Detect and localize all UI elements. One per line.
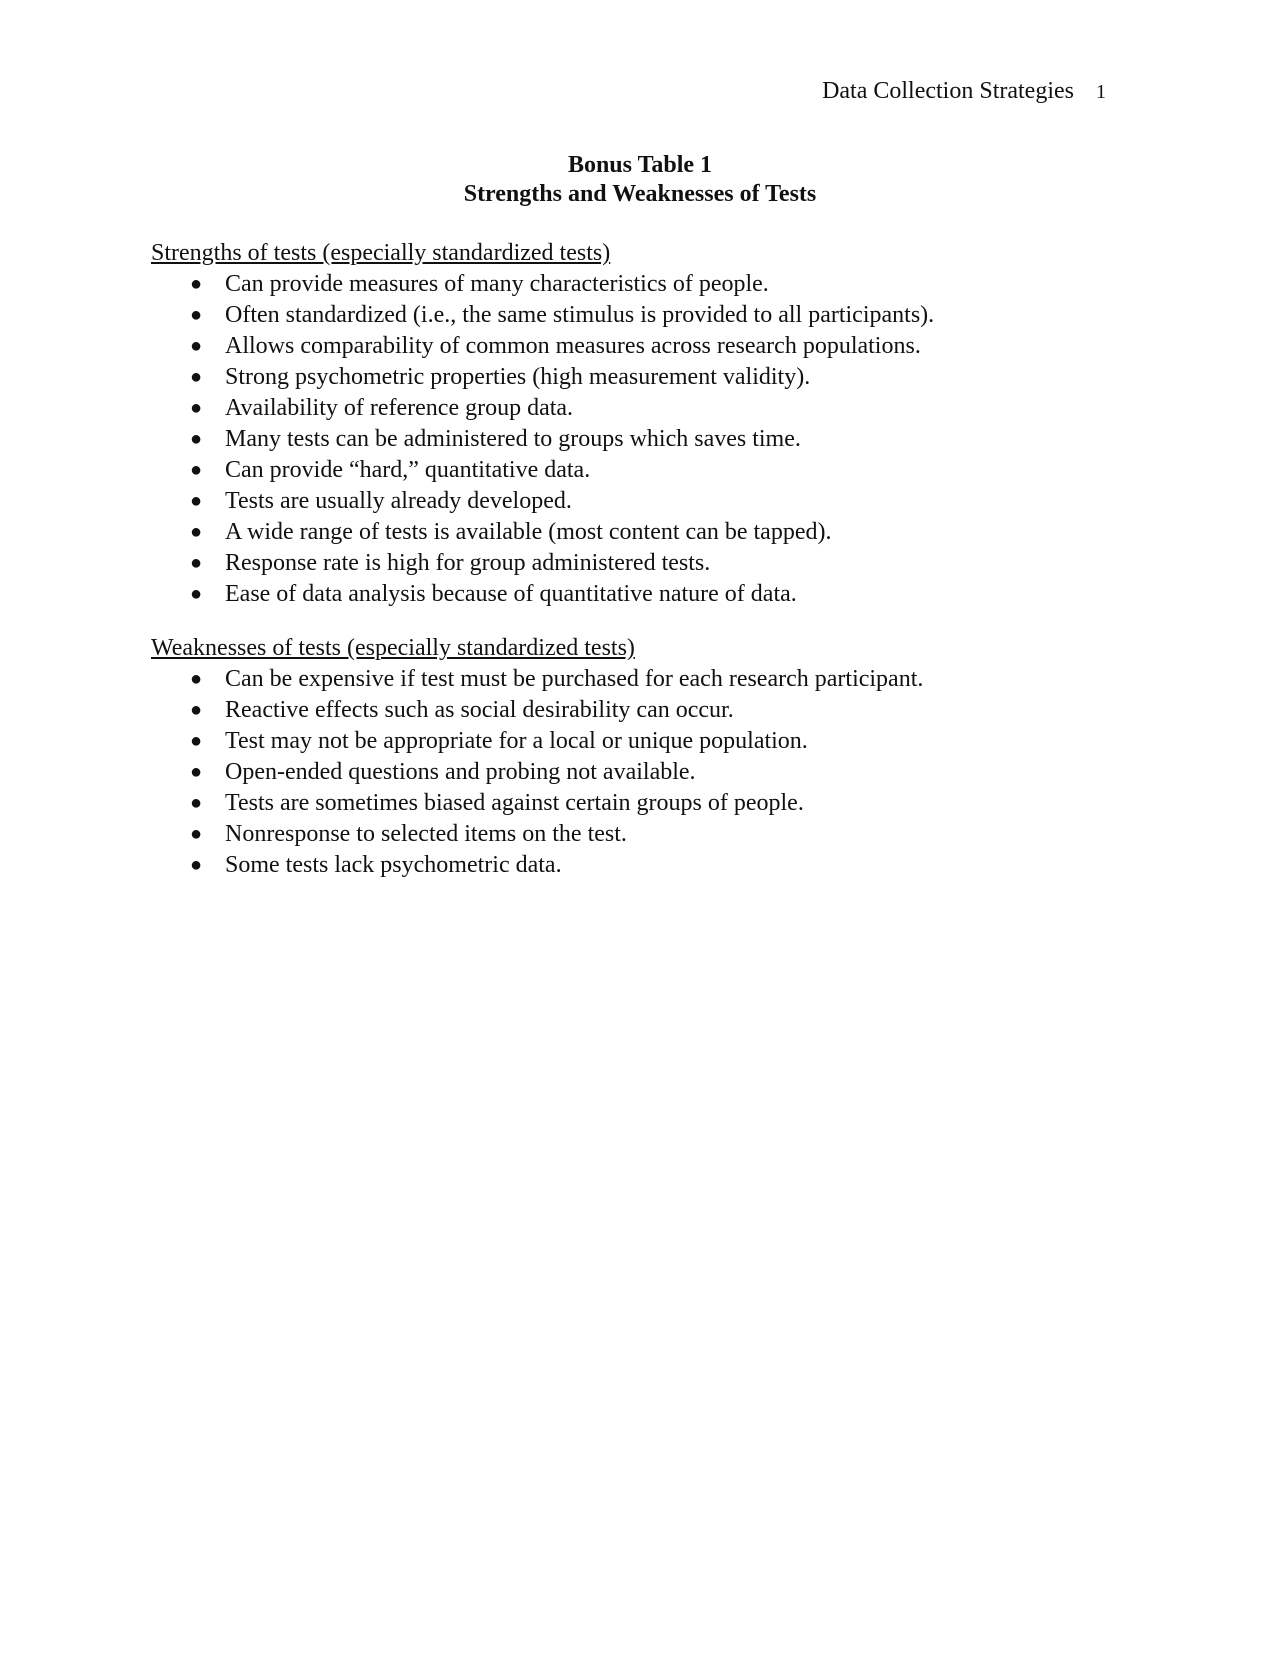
- page-number: 1: [1096, 81, 1106, 103]
- list-item: [151, 486, 934, 517]
- running-head: [822, 76, 1106, 107]
- bullet-icon: ●: [190, 366, 203, 388]
- table-title-line-1: Bonus Table 1: [567, 152, 713, 178]
- table-title: [0, 151, 1280, 209]
- list-item: [151, 455, 934, 486]
- list-item: [151, 757, 923, 788]
- strengths-list: [151, 269, 934, 610]
- list-item: [151, 362, 934, 393]
- bullet-icon: ●: [190, 730, 203, 752]
- bullet-icon: ●: [190, 459, 203, 481]
- bullet-icon: ●: [190, 792, 203, 814]
- list-item: [151, 819, 923, 850]
- bullet-icon: ●: [190, 304, 203, 326]
- list-item: [151, 300, 934, 331]
- bullet-icon: ●: [190, 521, 203, 543]
- bullet-icon: ●: [190, 699, 203, 721]
- list-item: [151, 695, 923, 726]
- list-item-text: Nonresponse to selected items on the test.: [225, 821, 627, 847]
- strengths-section: [151, 238, 934, 610]
- list-item: [151, 726, 923, 757]
- bullet-icon: ●: [190, 854, 203, 876]
- bullet-icon: ●: [190, 273, 203, 295]
- list-item: [151, 579, 934, 610]
- list-item-text: Can be expensive if test must be purchased for each research participant.: [225, 666, 924, 692]
- list-item: [151, 331, 934, 362]
- list-item-text: Can provide “hard,” quantitative data.: [225, 457, 591, 483]
- list-item-text: Can provide measures of many characteristics of people.: [225, 271, 769, 297]
- weaknesses-heading: Weaknesses of tests (especially standardized tests): [151, 635, 635, 661]
- list-item-text: Open-ended questions and probing not available.: [225, 759, 696, 785]
- bullet-icon: ●: [190, 397, 203, 419]
- list-item-text: Reactive effects such as social desirability can occur.: [225, 697, 734, 723]
- list-item: [151, 850, 923, 881]
- list-item-text: Response rate is high for group administered tests.: [225, 550, 711, 576]
- bullet-icon: ●: [190, 583, 203, 605]
- weaknesses-list: [151, 664, 923, 881]
- list-item-text: Tests are sometimes biased against certain groups of people.: [225, 790, 804, 816]
- list-item-text: Test may not be appropriate for a local or unique population.: [225, 728, 808, 754]
- list-item-text: A wide range of tests is available (most content can be tapped).: [225, 519, 832, 545]
- list-item: [151, 517, 934, 548]
- list-item-text: Strong psychometric properties (high measurement validity).: [225, 364, 811, 390]
- bullet-icon: ●: [190, 823, 203, 845]
- bullet-icon: ●: [190, 490, 203, 512]
- list-item: [151, 424, 934, 455]
- strengths-heading: Strengths of tests (especially standardized tests): [151, 240, 611, 266]
- list-item-text: Some tests lack psychometric data.: [225, 852, 562, 878]
- list-item: [151, 788, 923, 819]
- list-item-text: Availability of reference group data.: [225, 395, 574, 421]
- list-item: [151, 548, 934, 579]
- list-item-text: Many tests can be administered to groups which saves time.: [225, 426, 801, 452]
- bullet-icon: ●: [190, 552, 203, 574]
- list-item: [151, 664, 923, 695]
- list-item-text: Ease of data analysis because of quantitative nature of data.: [225, 581, 797, 607]
- list-item-text: Often standardized (i.e., the same stimulus is provided to all participants).: [225, 302, 935, 328]
- bullet-icon: ●: [190, 668, 203, 690]
- list-item-text: Tests are usually already developed.: [225, 488, 572, 514]
- table-title-line-2: Strengths and Weaknesses of Tests: [463, 181, 817, 207]
- bullet-icon: ●: [190, 335, 203, 357]
- bullet-icon: ●: [190, 761, 203, 783]
- weaknesses-section: [151, 633, 923, 881]
- list-item-text: Allows comparability of common measures across research populations.: [225, 333, 921, 359]
- list-item: [151, 393, 934, 424]
- running-head-title: Data Collection Strategies: [822, 78, 1074, 104]
- bullet-icon: ●: [190, 428, 203, 450]
- list-item: [151, 269, 934, 300]
